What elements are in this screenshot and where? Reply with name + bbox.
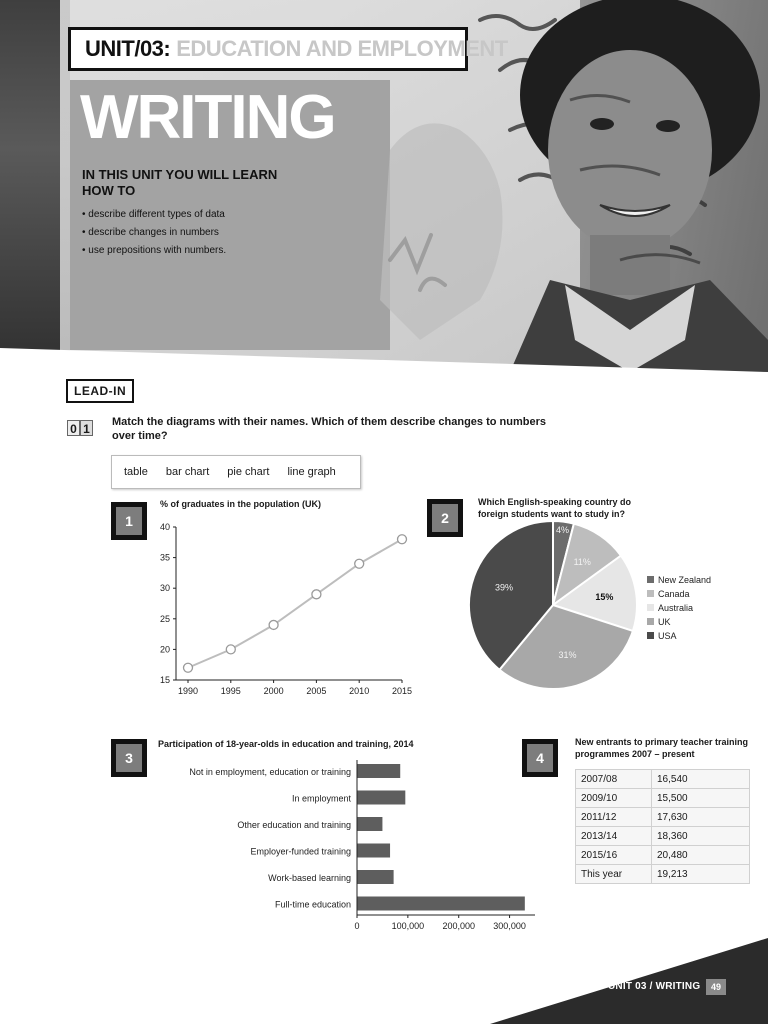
x-tick-label: 100,000 [391, 921, 425, 931]
legend-label: Australia [658, 603, 694, 613]
category-label: Not in employment, education or training [189, 767, 351, 777]
figure-number: 1 [116, 507, 142, 535]
legend-label: UK [658, 617, 671, 627]
legend-swatch [647, 604, 654, 611]
slice-label: 11% [573, 556, 591, 567]
word-option: pie chart [227, 466, 270, 478]
goals-list [82, 206, 226, 260]
table-cell-value: 18,360 [652, 827, 750, 846]
table-row [576, 789, 750, 808]
section-title: WRITING [80, 83, 335, 152]
data-point [226, 645, 235, 654]
legend-swatch [647, 590, 654, 597]
table-cell-year: 2007/08 [576, 770, 652, 789]
slice-label: 4% [555, 524, 569, 535]
data-point [184, 663, 193, 672]
exercise-digit: 1 [80, 420, 93, 436]
figure-badge-2 [427, 499, 463, 537]
figure-number: 3 [116, 744, 142, 772]
unit-title: EDUCATION AND EMPLOYMENT [176, 36, 508, 61]
table-cell-year: 2009/10 [576, 789, 652, 808]
category-label: In employment [291, 793, 351, 804]
lead-in-label: LEAD-IN [66, 379, 134, 403]
y-tick-label: 25 [159, 613, 170, 624]
legend-swatch [647, 632, 654, 639]
x-tick-label: 1995 [220, 686, 241, 696]
x-tick-label: 300,000 [493, 921, 526, 931]
figure-badge-3 [111, 739, 147, 777]
y-tick-label: 35 [159, 552, 170, 563]
bar-chart-title: Participation of 18-year-olds in education and training, 2014 [158, 739, 414, 749]
y-tick-label: 40 [159, 522, 170, 532]
x-tick-label: 2015 [391, 686, 413, 696]
data-point [355, 559, 364, 568]
x-tick-label: 2000 [263, 686, 284, 696]
footer-band [0, 930, 768, 1024]
teacher-entrants-table [575, 769, 750, 884]
line-series [188, 539, 402, 668]
line-chart-title: % of graduates in the population (UK) [160, 499, 321, 509]
category-label: Other education and training [237, 820, 351, 830]
table-title: New entrants to primary teacher training programmes 2007 – present [575, 737, 749, 759]
x-tick-label: 0 [354, 921, 360, 931]
table-cell-year: 2013/14 [576, 827, 652, 846]
category-label: Work-based learning [268, 873, 351, 883]
x-tick-label: 2005 [306, 686, 327, 696]
exercise-number [67, 420, 93, 436]
table-cell-year: 2011/12 [576, 808, 652, 827]
bar [357, 817, 382, 831]
slice-label: 31% [558, 650, 577, 661]
legend-swatch [647, 618, 654, 625]
table-cell-year: 2015/16 [576, 846, 652, 865]
bar [357, 897, 525, 911]
word-box [111, 455, 361, 489]
data-point [312, 590, 321, 599]
table-cell-value: 20,480 [652, 846, 750, 865]
category-label: Employer-funded training [250, 846, 351, 857]
x-tick-label: 200,000 [442, 921, 475, 931]
legend-label: USA [658, 631, 677, 641]
page-number: 49 [706, 979, 726, 995]
word-option: bar chart [165, 466, 210, 478]
unit-title-box [68, 27, 508, 71]
bar [357, 844, 390, 858]
exercise-instruction: Match the diagrams with their names. Which of them describe changes to numbers over time? [112, 416, 546, 442]
table-row [576, 846, 750, 865]
hero-banner [0, 0, 768, 372]
table-cell-value: 17,630 [652, 808, 750, 827]
line-chart [140, 515, 430, 700]
goal-item: • describe changes in numbers [82, 224, 226, 242]
table-cell-value: 19,213 [652, 865, 750, 884]
word-option: line graph [287, 466, 336, 478]
student-portrait-photo [470, 0, 768, 372]
table-row [576, 808, 750, 827]
footer-label: UNIT 03 / WRITING [608, 981, 701, 992]
pie-chart [465, 520, 755, 700]
y-tick-label: 15 [159, 675, 170, 685]
hero-bottom-edge [0, 320, 768, 372]
x-tick-label: 1990 [177, 686, 199, 696]
table-cell-value: 15,500 [652, 789, 750, 808]
legend-label: New Zealand [658, 575, 712, 585]
legend-swatch [647, 576, 654, 583]
table-row [576, 865, 750, 884]
goal-item: • use prepositions with numbers. [82, 242, 226, 260]
table-cell-year: This year [576, 865, 652, 884]
bar [357, 791, 405, 805]
figure-number: 4 [527, 744, 553, 772]
y-tick-label: 30 [159, 583, 170, 594]
data-point [269, 620, 278, 629]
table-cell-value: 16,540 [652, 770, 750, 789]
unit-code: UNIT/03: [85, 36, 171, 61]
y-tick-label: 20 [159, 644, 170, 655]
goal-item: • describe different types of data [82, 206, 226, 224]
table-row [576, 770, 750, 789]
table-row [576, 827, 750, 846]
legend-label: Canada [658, 589, 690, 599]
bar [357, 764, 400, 778]
slice-label: 15% [595, 591, 614, 602]
pie-chart-title: Which English-speaking country do foreign students want to study in? [478, 497, 632, 519]
exercise-digit: 0 [67, 420, 80, 436]
figure-number: 2 [432, 504, 458, 532]
slice-label: 39% [494, 582, 514, 593]
goals-heading: IN THIS UNIT YOU WILL LEARN HOW TO [82, 167, 278, 198]
x-tick-label: 2010 [349, 686, 370, 696]
word-option: table [124, 466, 148, 478]
bar-chart [150, 760, 550, 950]
bar [357, 870, 394, 884]
data-point [398, 535, 407, 544]
category-label: Full-time education [274, 899, 351, 910]
